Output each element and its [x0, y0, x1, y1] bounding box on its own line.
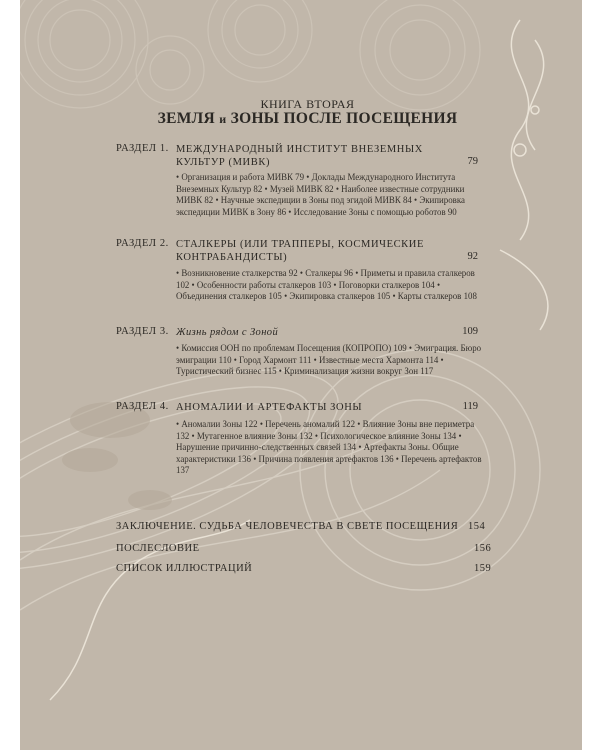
book-label: КНИГА ВТОРАЯ: [260, 97, 355, 111]
entry-page: 159: [474, 563, 492, 574]
entry-label: СПИСОК ИЛЛЮСТРАЦИЙ: [116, 563, 253, 574]
entry-page: 156: [474, 543, 492, 554]
section-title[interactable]: МЕЖДУНАРОДНЫЙ ИНСТИТУТ ВНЕЗЕМНЫХ КУЛЬТУР (МИВК): [176, 144, 423, 168]
section-page: 92: [467, 251, 478, 262]
section-page: 109: [462, 326, 478, 337]
section-label: РАЗДЕЛ 2.: [116, 238, 169, 249]
section-items: • Комиссия ООН по проблемам Посещения (КОПРОПО) 109 • Эмиграция. Бюро эмиграции 110 • Город Хармонт 111 • Известные места Хармонта 114 • Туристический бизнес 115 • Криминализация жизни вокруг Зон 117: [176, 343, 482, 377]
entry-label: ПОСЛЕСЛОВИЕ: [116, 543, 200, 554]
section-items: • Возникновение сталкерства 92 • Сталкеры 96 • Приметы и правила сталкеров 102 • Особенности работы сталкеров 103 • Поговорки сталкеров 104 • Объединения сталкеров 105 • Экипировка сталкеров 105 • Карты сталкеров 108: [176, 268, 477, 302]
toc-entry-afterword[interactable]: [116, 543, 492, 557]
toc-entry-illustrations[interactable]: [116, 563, 492, 577]
toc-section-1[interactable]: [116, 143, 492, 253]
book-title-part2: ЗОНЫ ПОСЛЕ ПОСЕЩЕНИЯ: [230, 110, 458, 127]
toc-section-2[interactable]: [116, 238, 492, 323]
book-page: [20, 0, 582, 750]
section-title[interactable]: АНОМАЛИИ И АРТЕФАКТЫ ЗОНЫ: [176, 402, 363, 413]
entry-page: 154: [468, 521, 486, 532]
section-page: 119: [462, 401, 478, 412]
entry-label: ЗАКЛЮЧЕНИЕ. СУДЬБА ЧЕЛОВЕЧЕСТВА В СВЕТЕ ПОСЕЩЕНИЯ: [116, 521, 459, 532]
toc-section-4[interactable]: [116, 401, 492, 486]
book-title-and: и: [219, 112, 227, 126]
section-label: РАЗДЕЛ 4.: [116, 401, 169, 412]
book-title-part1: ЗЕМЛЯ: [157, 110, 216, 127]
section-label: РАЗДЕЛ 1.: [116, 143, 169, 154]
table-of-contents: [20, 0, 582, 750]
book-title: [20, 110, 582, 128]
section-items: • Организация и работа МИВК 79 • Доклады Международного Института Внеземных Культур 82 • Музей МИВК 82 • Наиболее известные сотрудники МИВК 82 • Научные экспедиции в Зоны под эгидой МИВК 84 • Экипировка экспедиции МИВК в Зону 86 • Исследование Зоны с помощью роботов 90: [176, 172, 465, 217]
toc-entry-conclusion[interactable]: [116, 521, 492, 535]
section-page: 79: [467, 156, 478, 167]
section-title[interactable]: Жизнь рядом с Зоной: [176, 327, 279, 338]
section-items: • Аномалии Зоны 122 • Перечень аномалий 122 • Влияние Зоны вне периметра 132 • Мутагенное влияние Зоны 132 • Психологическое влияние Зоны 134 • Нарушение причинно-следственных связей 134 • Артефакты Зоны. Общие характеристики 136 • Причина появления артефактов 136 • Перечень артефактов 137: [176, 419, 482, 476]
toc-section-3[interactable]: [116, 326, 492, 396]
section-label: РАЗДЕЛ 3.: [116, 326, 169, 337]
section-title[interactable]: СТАЛКЕРЫ (ИЛИ ТРАППЕРЫ, КОСМИЧЕСКИЕ КОНТРАБАНДИСТЫ): [176, 239, 424, 263]
